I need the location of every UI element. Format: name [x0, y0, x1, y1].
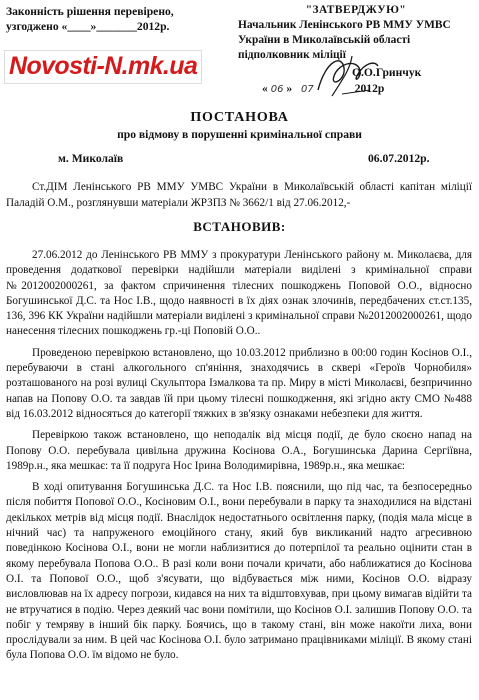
- date-month-handwritten: 07: [301, 84, 314, 95]
- site-watermark-logo: [4, 50, 202, 84]
- body-paragraph: Проведеною перевіркою встановлено, що 10.03.2012 приблизно в 00:00 годин Косінов О.І., перебуваючи в стані алкогольного сп'яніння, знаходячись в сквері «Героїв Чорнобиля» розташованого на розі вулиці Скульптора Ізмалкова та пр. Миру в місті Миколаєві, безпричинно напав на Попову О.О. та завдав їй при цьому тілесні пошкодження, які згідно акту СМО №488 від 16.03.2012 відносяться до категорії тяжких в зв'язку ознаками небезпеки для життя.: [6, 346, 472, 420]
- approval-heading: "ЗАТВЕРДЖУЮ": [305, 4, 407, 16]
- body-paragraph: В ході опитування Богушинська Д.С. та Нос І.В. пояснили, що під час, та безпосередньо після побиття Попової О.О., Косіновим О.І., вони перебували в парку та знаходилися на відстані декількох метрів від місця події. Внаслідок недостатнього освітлення парку, (подія мала місце в нічний час) та напруженого емоційного стану, який був викликаний надто агресивною поведінкою Косінова О.І., вони не могли наблизитися до потерпілої та реально оцінити стан в якому перебувала Попова О.О.. В разі коли вони почали кричати, або наближатися до Косінова О.І. та Попової О.О., щоб з'ясувати, що відбувається між ними, Косінов О.О. відразу висловлював на їх адресу погрози, кидався на них та відштовхував, при цьому вимагав відійти та не втручатися в подію. Через деякий час вони помітили, що Косінов О.І. залишив Попову О.О. та побіг у темряву в інший бік парку. Боячись, що в такому стані, він може накоїти лиха, вони прослідували за ним. В цей час Косінова О.І. було затримано працівниками міліції. В якому стані була Попова О.О. їм відомо не було.: [6, 481, 472, 662]
- intro-paragraph: Ст.ДІМ Ленінського РВ ММУ УМВС України в Миколаївській області капітан міліції Паладій О.М., розглянувши матеріали ЖРЗПЗ № 3662/1 від 27.06.2012,-: [6, 181, 472, 209]
- approval-note-quote: »: [90, 20, 97, 33]
- body-paragraph: 27.06.2012 до Ленінського РВ ММУ з прокуратури Ленінського району м. Миколаєва, для проведення додаткової перевірки надійшли матеріали виділені з кримінальної справи №2012002000261, за фактом спричинення тілесних пошкоджень Поповой О.О., відносно Богушинської Д.С. та Нос І.В., щодо наявності в їх діях ознак злочинів, передбачених ст.ст.135, 136, 396 КК України надійшли матеріали виділені з кримінальної справи №2012002000261, щодо нанесення тілесних пошкоджень гр.-ці Поповій О.О..: [6, 249, 472, 338]
- date-open-quote: «: [262, 82, 268, 95]
- approval-note-blank-month: _______: [96, 20, 137, 33]
- approval-date: [262, 82, 384, 95]
- approval-line3: підполковник міліції: [238, 49, 346, 61]
- date-day-handwritten: 06: [270, 84, 284, 95]
- document-date: 06.07.2012р.: [368, 152, 430, 165]
- approval-line2: України в Миколаївській області: [238, 34, 411, 46]
- approval-note-year: 2012р.: [136, 20, 170, 33]
- section-heading: ВСТАНОВИВ:: [193, 219, 286, 234]
- document-title: ПОСТАНОВА: [190, 110, 289, 125]
- document-subtitle: про відмову в порушенні кримінальної справи: [117, 128, 362, 141]
- body-paragraph: Перевіркою також встановлено, що неподалік від місця події, де було скоєно напад на Попову О.О. перебувала цивільна дружина Косінова О.А., Богушинська Дарина Сергіївна, 1989р.н., яка мешкає: та її подруга Нос Ірина Володимирівна, 1989р.н., яка мешкає:: [6, 429, 472, 472]
- date-year: 2012р: [354, 82, 385, 95]
- date-close-quote: »: [286, 82, 293, 95]
- logo-text: Novosti-N.mk.ua: [9, 52, 198, 80]
- approval-note-line2: [6, 19, 174, 34]
- approval-note-left: [6, 4, 174, 34]
- document-place: м. Миколаїв: [58, 152, 124, 165]
- signer-name: О.О.Гринчук: [352, 66, 422, 79]
- approval-line1: Начальник Ленінського РВ ММУ УМВС: [238, 19, 451, 31]
- document-body: [6, 248, 472, 670]
- approval-note-line1: Законність рішення перевірено,: [6, 5, 174, 18]
- approval-note-prefix: узгоджено «: [6, 20, 68, 33]
- approval-note-blank-day: ____: [67, 20, 91, 33]
